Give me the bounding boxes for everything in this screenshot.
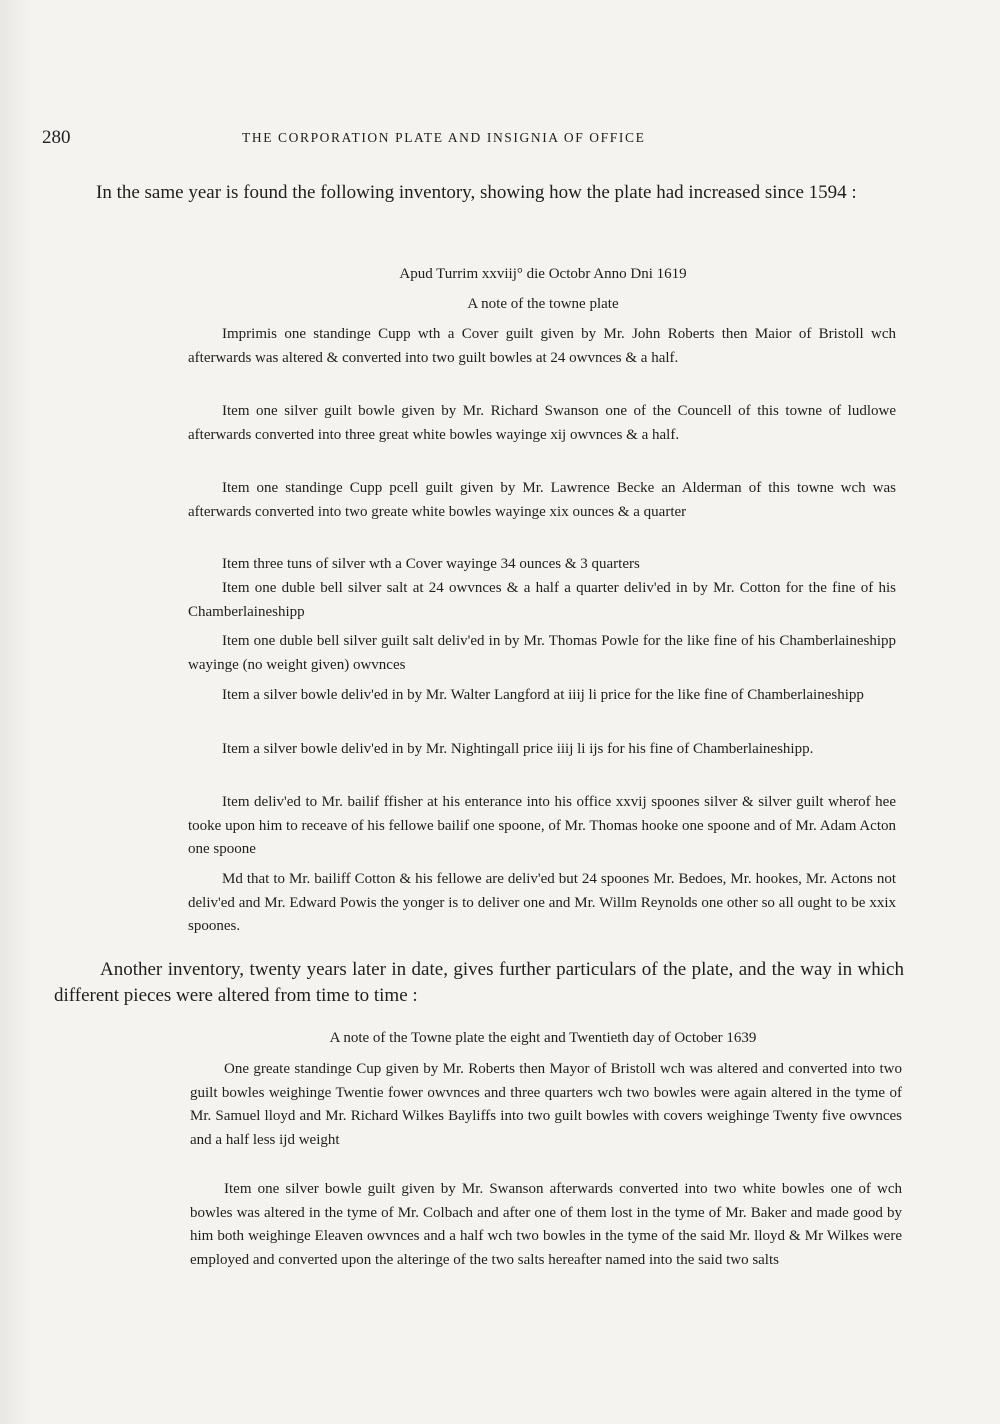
- inventory-item: Item one duble bell silver guilt salt deliv'ed in by Mr. Thomas Powle for the like fine of his Chamberlaineshipp wayinge (no weight given) owvnces: [188, 633, 896, 673]
- inventory-1639-heading: A note of the Towne plate the eight and Twentieth day of October 1639: [329, 1030, 757, 1046]
- inventory-item: Item one standinge Cupp pcell guilt given by Mr. Lawrence Becke an Alderman of this towne wch was afterwards converted into two greate white bowles wayinge xix ounces & a quarter: [188, 480, 896, 520]
- inventory-item: Item three tuns of silver wth a Cover wayinge 34 ounces & 3 quarters: [222, 556, 640, 572]
- running-title: THE CORPORATION PLATE AND INSIGNIA OF OFFICE: [242, 130, 646, 145]
- inventory-item: Item one duble bell silver salt at 24 owvnces & a half a quarter deliv'ed in by Mr. Cotton for the fine of his Chamberlaineshipp: [188, 580, 896, 620]
- inventory-item: One greate standinge Cup given by Mr. Roberts then Mayor of Bristoll wch was altered and converted into two guilt bowles weighinge Twentie fower owvnces and three quarters wch two bowles were again altered in the tyme of Mr. Samuel lloyd and Mr. Richard Wilkes Bayliffs into two guilt bowles with covers weighinge Twenty five owvnces and a half less ijd weight: [190, 1061, 902, 1148]
- inventory-item: Item a silver bowle deliv'ed in by Mr. Walter Langford at iiij li price for the like fine of Chamberlaineshipp: [222, 687, 864, 703]
- inventory-item: Item deliv'ed to Mr. bailif ffisher at his enterance into his office xxvij spoones silver & silver guilt wherof hee tooke upon him to receave of his fellowe bailif one spoone, of Mr. Thomas hooke one spoone and of Mr. Adam Acton one spoone: [188, 794, 896, 857]
- inventory-1619-heading: Apud Turrim xxviij° die Octobr Anno Dni 1619: [399, 266, 687, 282]
- inventory-item: Item one silver bowle guilt given by Mr. Swanson afterwards converted into two white bowles one of wch bowles was altered in the tyme of Mr. Colbach and after one of them lost in the tyme of Mr. Baker and made good by him both weighinge Eleaven owvnces and a half wch two bowles in the tyme of the said Mr. lloyd & Mr Wilkes were employed and converted upon the alteringe of the two salts hereafter named into the said two salts: [190, 1181, 902, 1268]
- second-paragraph: Another inventory, twenty years later in date, gives further particulars of the plate, and the way in which different pieces were altered from time to time :: [54, 959, 904, 1006]
- page-fold-shadow: [0, 0, 30, 1424]
- inventory-item: Imprimis one standinge Cupp wth a Cover guilt given by Mr. John Roberts then Maior of Bristoll wch afterwards was altered & converted into two guilt bowles at 24 owvnces & a half.: [188, 326, 896, 366]
- running-head: [42, 127, 922, 151]
- page-number: 280: [42, 127, 71, 148]
- intro-paragraph: In the same year is found the following inventory, showing how the plate had increased since 1594 :: [96, 182, 857, 203]
- inventory-memorandum: Md that to Mr. bailiff Cotton & his fellowe are deliv'ed but 24 spoones Mr. Bedoes, Mr. hookes, Mr. Actons not deliv'ed and Mr. Edward Powis the yonger is to deliver one and Mr. Willm Reynolds one other so all ought to be xxix spoones.: [188, 871, 896, 934]
- inventory-item: Item a silver bowle deliv'ed in by Mr. Nightingall price iiij li ijs for his fine of Chamberlaineshipp.: [222, 741, 814, 757]
- inventory-item: Item one silver guilt bowle given by Mr. Richard Swanson one of the Councell of this towne of ludlowe afterwards converted into three great white bowles wayinge xij owvnces & a half.: [188, 403, 896, 443]
- inventory-1619-subheading: A note of the towne plate: [467, 296, 619, 312]
